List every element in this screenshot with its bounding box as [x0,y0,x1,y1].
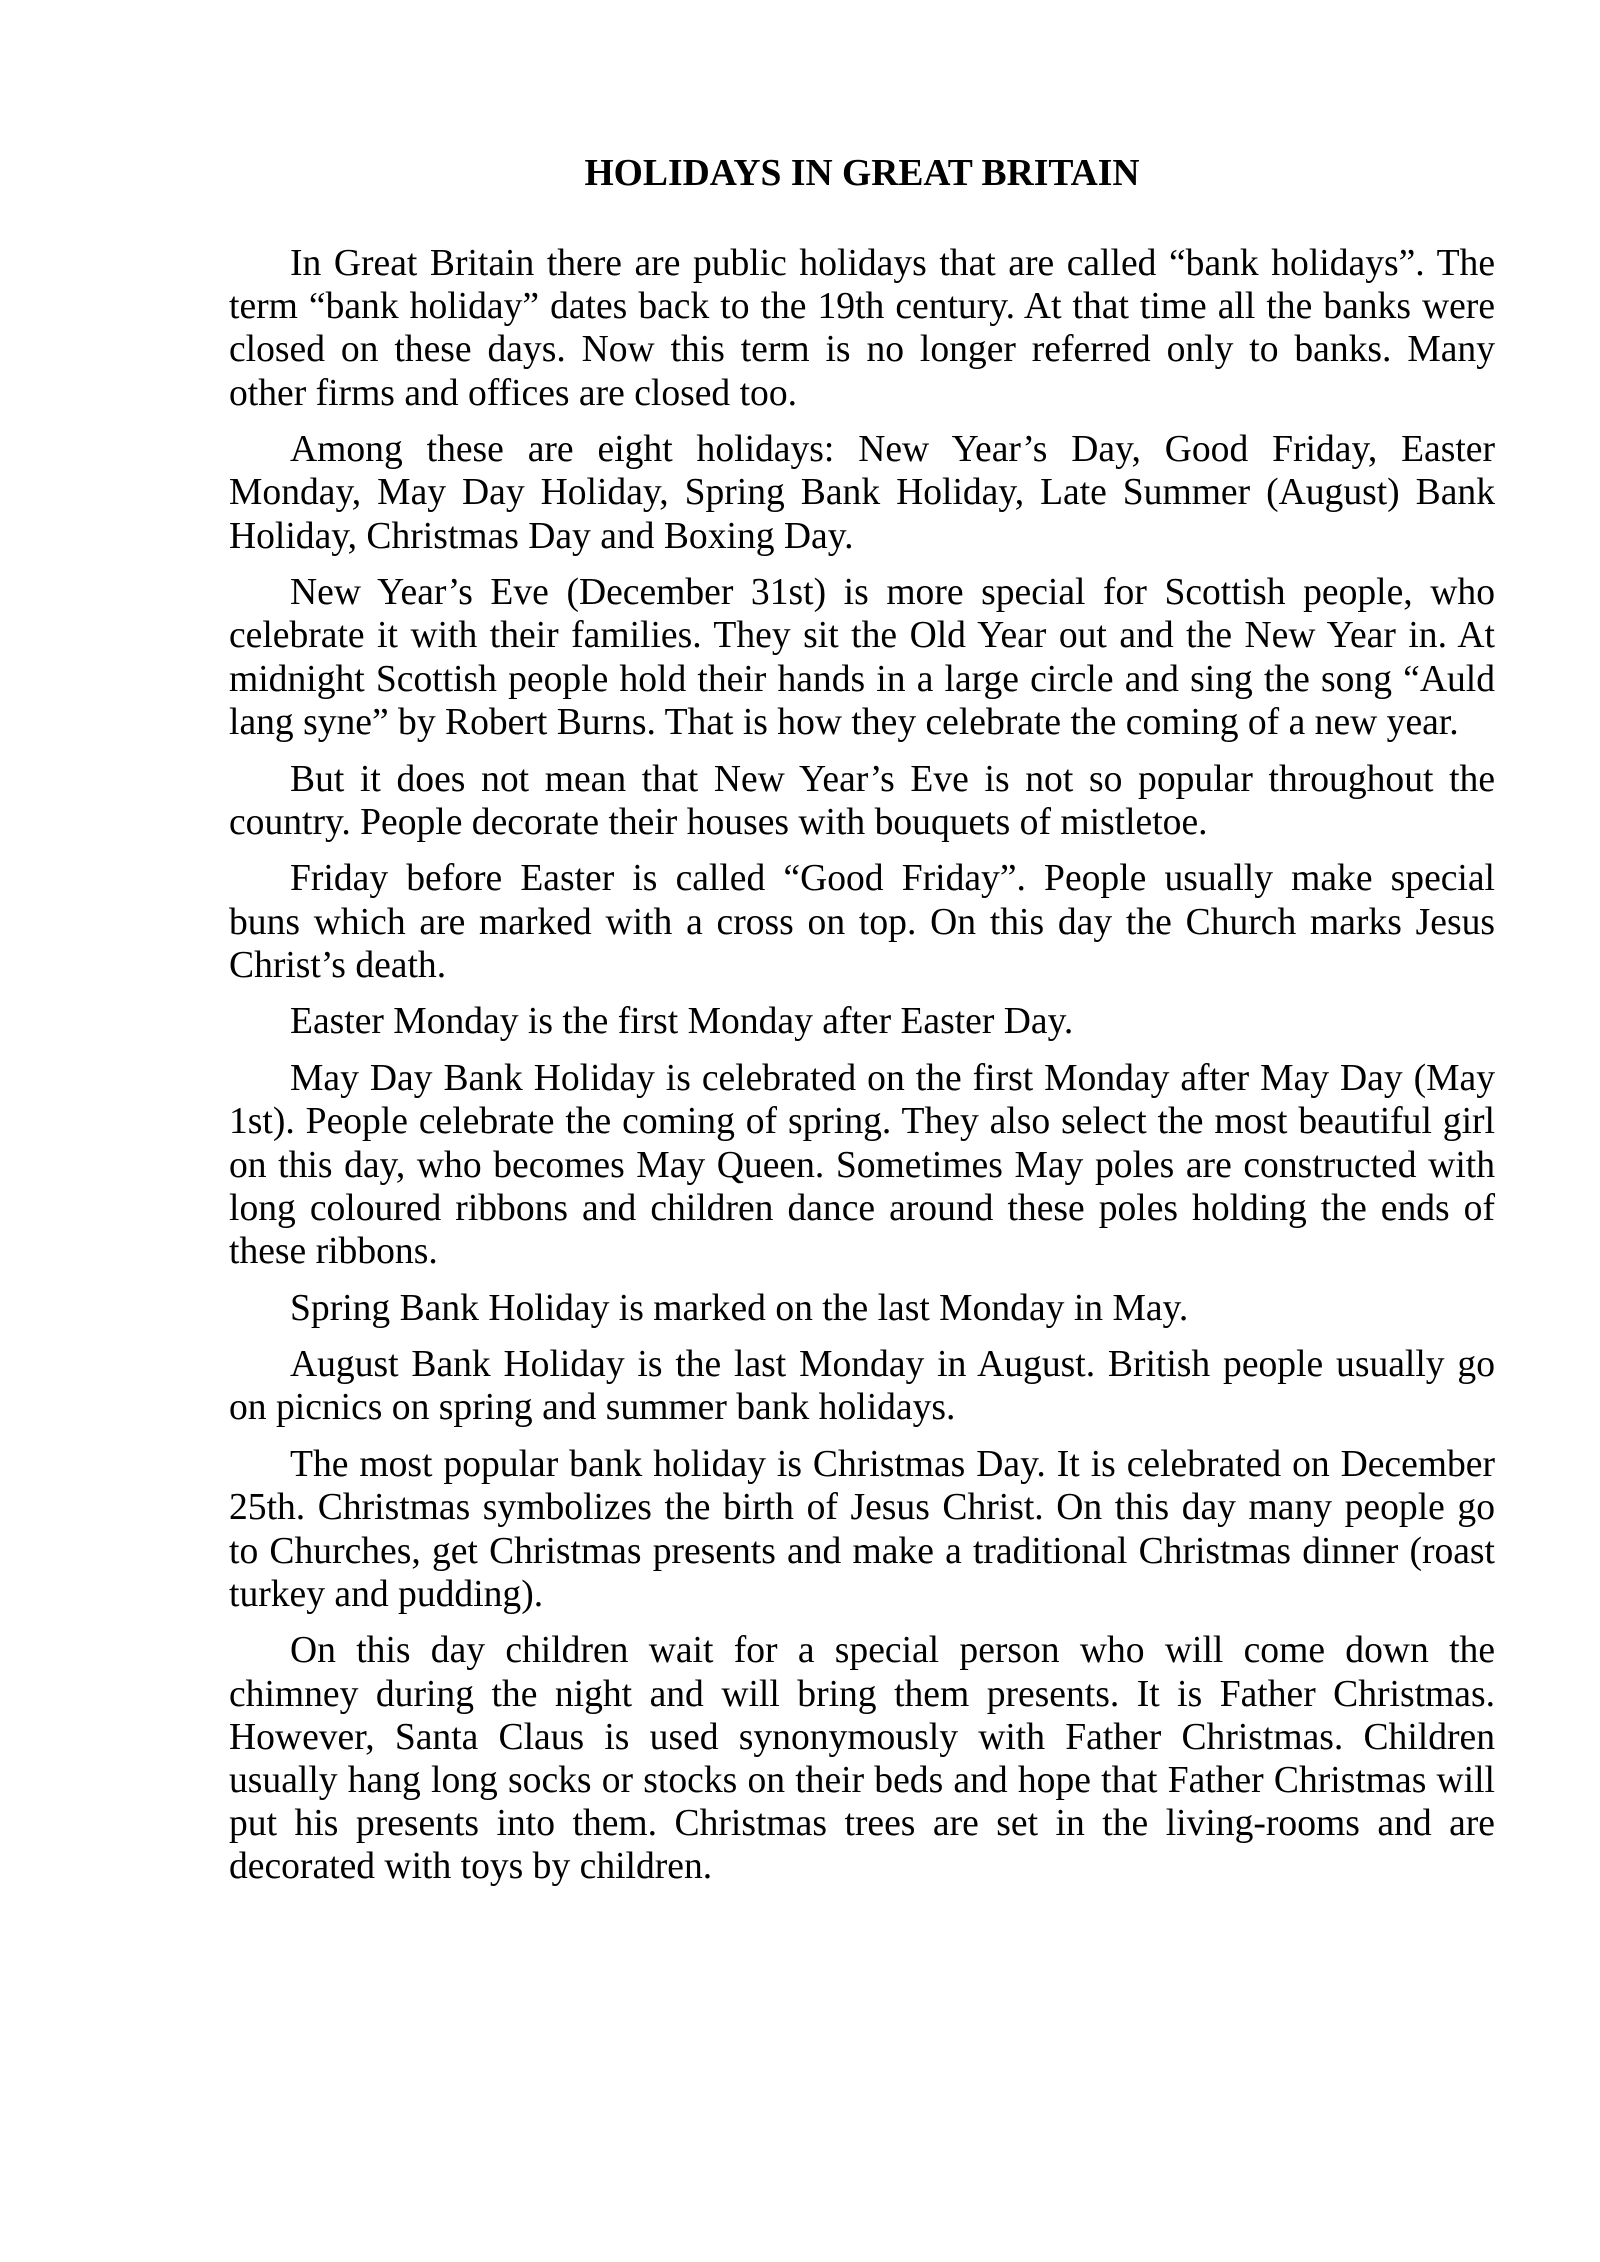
text-line: Spring Bank Holiday is marked on the last Monday in May. [290,1287,1189,1329]
text-line: lang syne” by Robert Burns. That is how they celebrate the coming of a new year. [229,701,1459,743]
text-line: New Year’s Eve (December 31st) is more special for Scottish people, who [290,572,1495,614]
text-line: chimney during the night and will bring them presents. It is Father Christmas. [229,1673,1495,1715]
text-line: on picnics on spring and summer bank holidays. [229,1387,956,1429]
paragraph-7 [229,1057,1495,1273]
text-line: other firms and offices are closed too. [229,372,798,414]
text-line: midnight Scottish people hold their hands in a large circle and sing the song “Auld [229,658,1495,700]
paragraph-2 [229,428,1495,558]
paragraph-1 [229,242,1495,415]
text-line: decorated with toys by children. [229,1846,713,1888]
text-line: But it does not mean that New Year’s Eve is not so popular throughout the [290,758,1495,800]
text-line: these ribbons. [229,1230,438,1272]
text-line: August Bank Holiday is the last Monday in August. British people usually go [290,1344,1495,1386]
paragraph-6 [229,1000,1495,1043]
text-line: On this day children wait for a special person who will come down the [290,1630,1495,1672]
text-line: Holiday, Christmas Day and Boxing Day. [229,515,854,557]
paragraph-4 [229,758,1495,844]
text-line: In Great Britain there are public holidays that are called “bank holidays”. The [290,242,1495,284]
text-line: The most popular bank holiday is Christmas Day. It is celebrated on December [290,1444,1495,1486]
text-line: turkey and pudding). [229,1573,544,1615]
text-line: 1st). People celebrate the coming of spring. They also select the most beautiful girl [229,1101,1495,1143]
text-line: country. People decorate their houses with bouquets of mistletoe. [229,801,1208,843]
document-body [229,152,1495,1902]
text-line: Friday before Easter is called “Good Friday”. People usually make special [290,858,1495,900]
text-line: Monday, May Day Holiday, Spring Bank Holiday, Late Summer (August) Bank [229,472,1495,514]
text-line: May Day Bank Holiday is celebrated on the first Monday after May Day (May [290,1058,1495,1100]
text-line: buns which are marked with a cross on top. On this day the Church marks Jesus [229,901,1495,943]
text-line: However, Santa Claus is used synonymously with Father Christmas. Children [229,1716,1495,1758]
text-line: long coloured ribbons and children dance around these poles holding the ends of [229,1187,1495,1229]
text-line: closed on these days. Now this term is no longer referred only to banks. Many [229,329,1495,371]
text-line: put his presents into them. Christmas trees are set in the living-rooms and are [229,1803,1495,1845]
text-line: celebrate it with their families. They sit the Old Year out and the New Year in. At [229,615,1495,657]
text-line: to Churches, get Christmas presents and make a traditional Christmas dinner (roast [229,1530,1495,1572]
paragraph-9 [229,1343,1495,1429]
paragraph-11 [229,1629,1495,1888]
text-line: Easter Monday is the first Monday after Easter Day. [290,1001,1074,1043]
text-line: term “bank holiday” dates back to the 19th century. At that time all the banks were [229,286,1495,328]
text-line: usually hang long socks or stocks on their beds and hope that Father Christmas will [229,1759,1495,1801]
text-line: Among these are eight holidays: New Year’s Day, Good Friday, Easter [290,429,1495,471]
text-line: Christ’s death. [229,944,447,986]
paragraph-5 [229,857,1495,987]
document-title: HOLIDAYS IN GREAT BRITAIN [584,153,1140,194]
paragraph-3 [229,571,1495,744]
paragraph-8 [229,1287,1495,1330]
text-line: 25th. Christmas symbolizes the birth of Jesus Christ. On this day many people go [229,1487,1495,1529]
text-line: on this day, who becomes May Queen. Sometimes May poles are constructed with [229,1144,1495,1186]
paragraph-10 [229,1443,1495,1616]
